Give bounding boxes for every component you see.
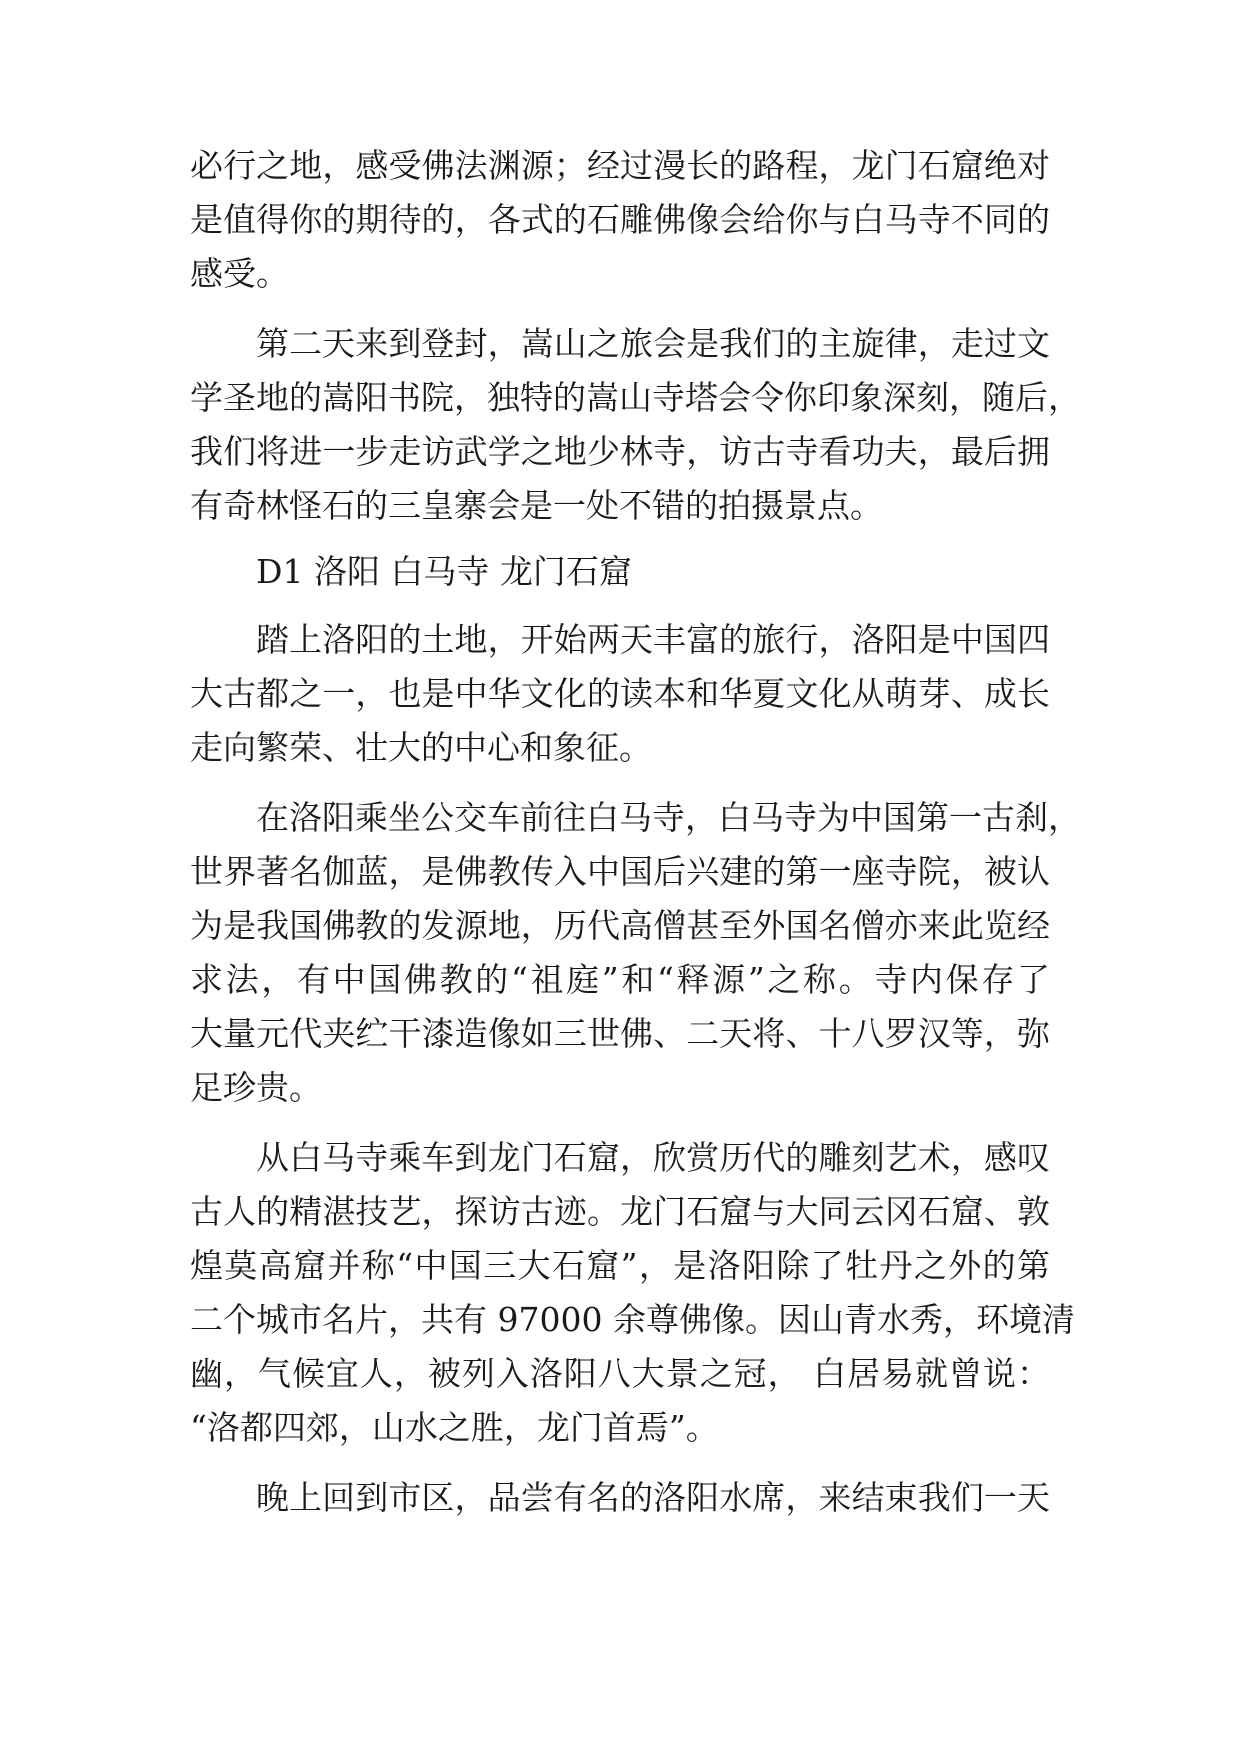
text-line: 感受。 — [190, 254, 289, 293]
text-line: 煌莫高窟并称“中国三大石窟”，是洛阳除了牡丹之外的第 — [190, 1246, 1050, 1285]
text-line: 有奇林怪石的三皇寨会是一处不错的拍摄景点。 — [190, 486, 883, 525]
text-line: 第二天来到登封，嵩山之旅会是我们的主旋律，走过文 — [256, 324, 1050, 363]
text-line: “洛都四郊，山水之胜，龙门首焉”。 — [190, 1408, 719, 1447]
text-line: 必行之地，感受佛法渊源；经过漫长的路程，龙门石窟绝对 — [190, 146, 1050, 185]
text-line: 在洛阳乘坐公交车前往白马寺，白马寺为中国第一古刹， — [256, 798, 1081, 837]
text-line: 幽，气候宜人，被列入洛阳八大景之冠， 白居易就曾说： — [190, 1354, 1050, 1393]
text-line: 世界著名伽蓝，是佛教传入中国后兴建的第一座寺院，被认 — [190, 852, 1050, 891]
text-line: 学圣地的嵩阳书院，独特的嵩山寺塔会令你印象深刻，随后， — [190, 378, 1081, 417]
text-line: 大古都之一，也是中华文化的读本和华夏文化从萌芽、成长 — [190, 674, 1050, 713]
text-line: 踏上洛阳的土地，开始两天丰富的旅行，洛阳是中国四 — [256, 620, 1050, 659]
text-line: 为是我国佛教的发源地，历代高僧甚至外国名僧亦来此览经 — [190, 906, 1050, 945]
section-heading: D1 洛阳 白马寺 龙门石窟 — [256, 552, 632, 591]
text-line: 足珍贵。 — [190, 1068, 322, 1107]
text-line: 从白马寺乘车到龙门石窟，欣赏历代的雕刻艺术，感叹 — [256, 1138, 1050, 1177]
text-line: 求法，有中国佛教的“祖庭”和“释源”之称。寺内保存了 — [190, 960, 1050, 999]
text-line: 走向繁荣、壮大的中心和象征。 — [190, 728, 652, 767]
text-line: 古人的精湛技艺，探访古迹。龙门石窟与大同云冈石窟、敦 — [190, 1192, 1050, 1231]
text-line: 晚上回到市区，品尝有名的洛阳水席，来结束我们一天 — [256, 1478, 1050, 1517]
text-line: 我们将进一步走访武学之地少林寺，访古寺看功夫，最后拥 — [190, 432, 1050, 471]
text-line: 大量元代夹纻干漆造像如三世佛、二天将、十八罗汉等，弥 — [190, 1014, 1050, 1053]
text-line: 二个城市名片，共有 97000 余尊佛像。因山青水秀，环境清 — [190, 1300, 1075, 1339]
text-line: 是值得你的期待的，各式的石雕佛像会给你与白马寺不同的 — [190, 200, 1050, 239]
